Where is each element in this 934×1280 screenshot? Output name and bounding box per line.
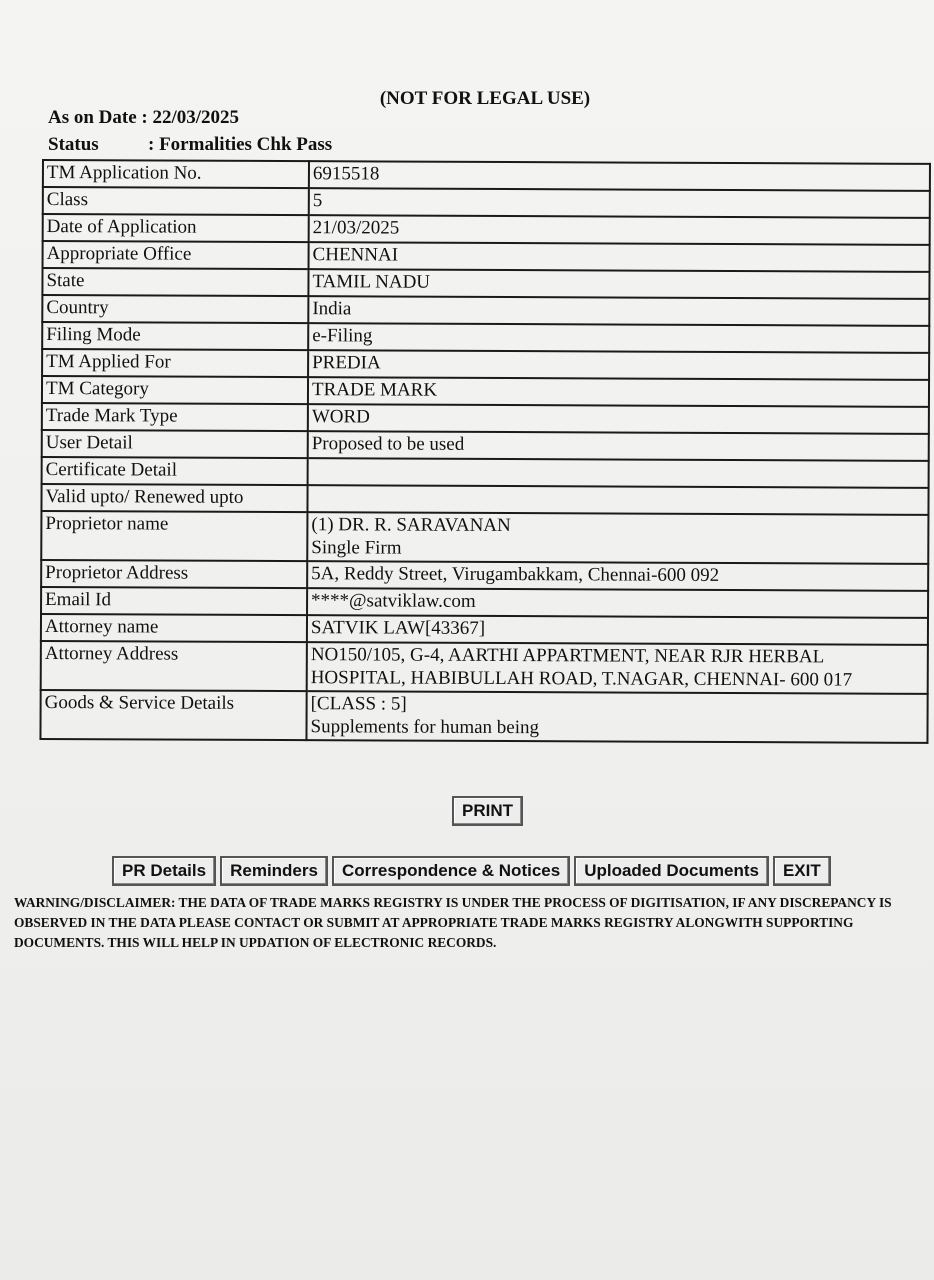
table-row <box>43 160 930 191</box>
status-line <box>48 134 332 156</box>
as-on-date-value: 22/03/2025 <box>152 107 240 128</box>
exit-button[interactable]: EXIT <box>773 856 831 886</box>
table-row <box>42 376 929 407</box>
row-value: TRADE MARK <box>308 377 929 407</box>
table-row <box>40 690 927 743</box>
table-row <box>42 430 929 461</box>
table-row <box>42 295 929 326</box>
row-label: Country <box>42 295 308 323</box>
row-label: Proprietor name <box>41 511 307 561</box>
table-row <box>42 349 929 380</box>
pr-details-button[interactable]: PR Details <box>112 856 216 886</box>
proprietor-type-line: Single Firm <box>311 537 402 559</box>
row-label: Email Id <box>41 587 307 615</box>
correspondence-notices-button[interactable]: Correspondence & Notices <box>332 856 570 886</box>
row-value: 5 <box>309 188 930 218</box>
row-label: Proprietor Address <box>41 560 307 588</box>
as-on-date <box>48 107 239 129</box>
table-row <box>42 322 929 353</box>
row-label: TM Applied For <box>42 349 308 377</box>
row-value <box>306 691 927 743</box>
row-label: Filing Mode <box>42 322 308 350</box>
status-label: Status <box>48 134 99 155</box>
table-row <box>42 457 929 488</box>
row-value <box>307 642 928 694</box>
table-row <box>41 587 928 618</box>
goods-class-line: [CLASS : 5] <box>310 693 407 715</box>
row-value: SATVIK LAW[43367] <box>307 615 928 645</box>
row-value: 6915518 <box>309 161 930 191</box>
row-value: WORD <box>308 404 929 434</box>
row-label: Goods & Service Details <box>40 690 306 740</box>
row-value <box>307 485 928 515</box>
row-value: Proposed to be used <box>308 431 929 461</box>
table-row <box>43 187 930 218</box>
not-for-legal-use-notice: (NOT FOR LEGAL USE) <box>379 88 591 109</box>
row-label: Class <box>43 187 309 215</box>
row-label: Attorney name <box>41 614 307 642</box>
uploaded-documents-button[interactable]: Uploaded Documents <box>574 856 769 886</box>
row-value: e-Filing <box>308 323 929 353</box>
table-row <box>41 560 928 591</box>
row-value <box>307 512 928 564</box>
row-label: TM Category <box>42 376 308 404</box>
table-row <box>41 511 928 564</box>
row-label: Certificate Detail <box>42 457 308 485</box>
row-label: Valid upto/ Renewed upto <box>41 484 307 512</box>
row-value: 21/03/2025 <box>309 215 930 245</box>
row-value: CHENNAI <box>309 242 930 272</box>
goods-description-line: Supplements for human being <box>310 716 540 739</box>
row-value: TAMIL NADU <box>308 269 929 299</box>
table-row <box>42 268 929 299</box>
row-value: India <box>308 296 929 326</box>
row-value <box>308 458 929 488</box>
table-row <box>42 403 929 434</box>
status-value: : Formalities Chk Pass <box>148 134 333 155</box>
row-label: TM Application No. <box>43 160 309 188</box>
table-row <box>41 614 928 645</box>
reminders-button[interactable]: Reminders <box>220 856 328 886</box>
row-label: Date of Application <box>43 214 309 242</box>
row-label: Appropriate Office <box>43 241 309 269</box>
proprietor-name-line: (1) DR. R. SARAVANAN <box>311 514 511 537</box>
row-label: Attorney Address <box>41 641 307 691</box>
attorney-address-line-1: NO150/105, G-4, AARTHI APPARTMENT, NEAR RJR HERBAL <box>310 644 825 668</box>
table-row <box>41 484 928 515</box>
row-value: ****@satviklaw.com <box>307 588 928 618</box>
print-button[interactable]: PRINT <box>452 796 523 826</box>
table-row <box>41 641 928 694</box>
attorney-address-line-2: HOSPITAL, HABIBULLAH ROAD, T.NAGAR, CHENNAI- 600 017 <box>310 667 853 691</box>
row-label: State <box>42 268 308 296</box>
row-label: Trade Mark Type <box>42 403 308 431</box>
application-details-table <box>39 159 931 744</box>
row-value: PREDIA <box>308 350 929 380</box>
warning-disclaimer: WARNING/DISCLAIMER: THE DATA OF TRADE MARKS REGISTRY IS UNDER THE PROCESS OF DIGITISATION, IF ANY DISCREPANCY IS OBSERVED IN THE DATA PLEASE CONTACT OR SUBMIT AT APPROPRIATE TRADE MARKS REGISTRY ALONGWITH SUPPORTING DOCUMENTS. THIS WILL HELP IN UPDATION OF ELECTRONIC RECORDS. <box>14 895 892 950</box>
table-row <box>43 241 930 272</box>
row-value: 5A, Reddy Street, Virugambakkam, Chennai-600 092 <box>307 561 928 591</box>
table-row <box>43 214 930 245</box>
action-button-bar <box>112 856 831 886</box>
row-label: User Detail <box>42 430 308 458</box>
as-on-date-label: As on Date : <box>48 107 148 128</box>
